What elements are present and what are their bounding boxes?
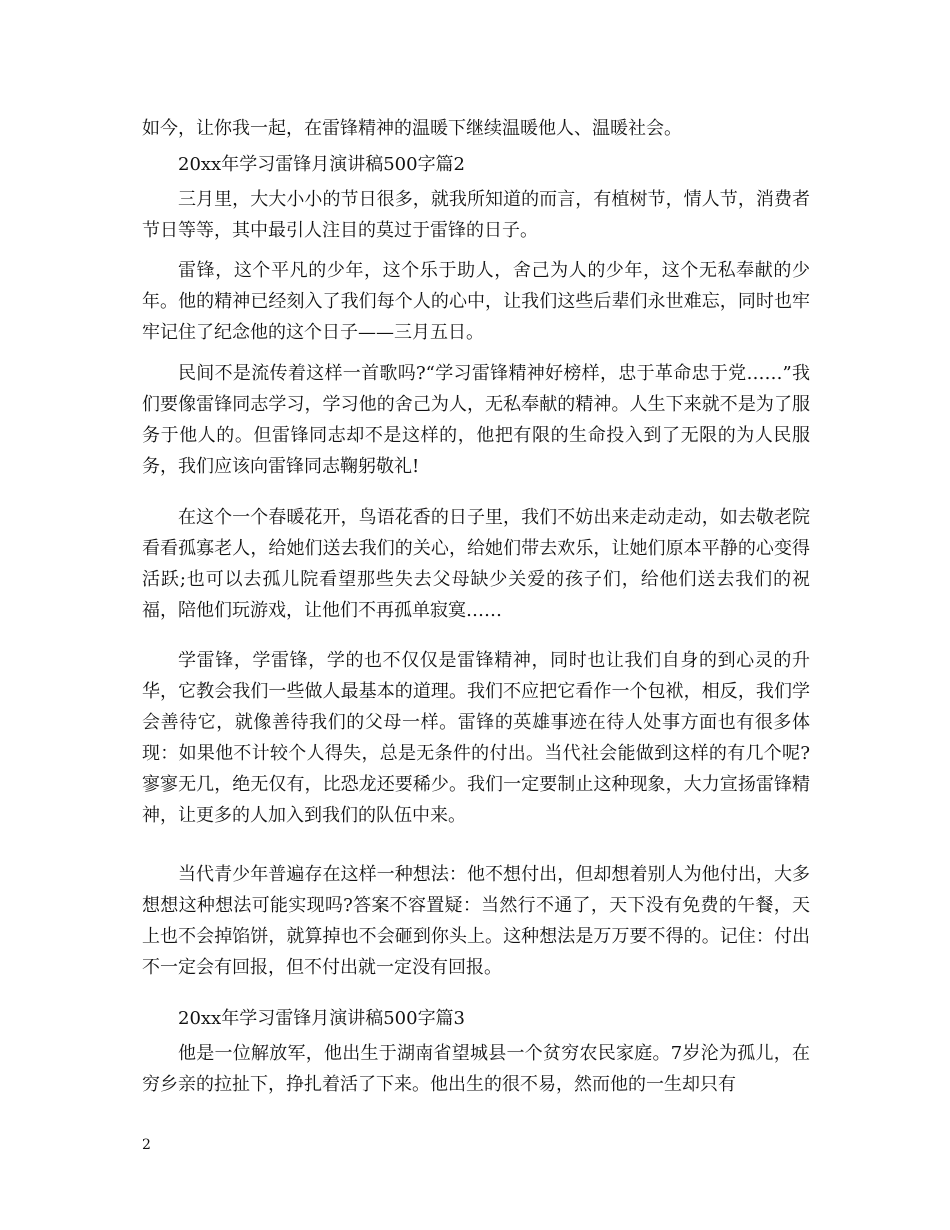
paragraph: 在这个一个春暖花开，鸟语花香的日子里，我们不妨出来走动走动，如去敬老院看看孤寡老人，给她们送去我们的关心，给她们带去欢乐，让她们原本平静的心变得活跃;也可以去孤儿院看望那些失去父母缺少关爱的孩子们，给他们送去我们的祝福，陪他们玩游戏，让他们不再孤单寂寞…… [142, 507, 810, 621]
paragraph: 三月里，大大小小的节日很多，就我所知道的而言，有植树节，情人节，消费者节日等等，其中最引人注目的莫过于雷锋的日子。 [142, 189, 810, 241]
section-heading-3: 20xx年学习雷锋月演讲稿500字篇3 [178, 1008, 466, 1029]
paragraph: 当代青少年普遍存在这样一种想法：他不想付出，但却想着别人为他付出，大多想想这种想法可能实现吗?答案不容置疑：当然行不通了，天下没有免费的午餐，天上也不会掉馅饼，就算掉也不会砸到你头上。这种想法是万万要不得的。记住：付出不一定会有回报，但不付出就一定没有回报。 [142, 864, 810, 978]
paragraph: 民间不是流传着这样一首歌吗?“学习雷锋精神好榜样，忠于革命忠于党……”我们要像雷锋同志学习，学习他的舍己为人，无私奉献的精神。人生下来就不是为了服务于他人的。但雷锋同志却不是这样的，他把有限的生命投入到了无限的为人民服务，我们应该向雷锋同志鞠躬敬礼! [142, 363, 810, 477]
page-number: 2 [142, 1137, 151, 1153]
paragraph: 他是一位解放军，他出生于湖南省望城县一个贫穷农民家庭。7岁沦为孤儿，在穷乡亲的拉扯下，挣扎着活了下来。他出生的很不易，然而他的一生却只有 [142, 1043, 810, 1095]
paragraph: 学雷锋，学雷锋，学的也不仅仅是雷锋精神，同时也让我们自身的到心灵的升华，它教会我们一些做人最基本的道理。我们不应把它看作一个包袱，相反，我们学会善待它，就像善待我们的父母一样。雷锋的英雄事迹在待人处事方面也有很多体现：如果他不计较个人得失，总是无条件的付出。当代社会能做到这样的有几个呢?寥寥无几，绝无仅有，比恐龙还要稀少。我们一定要制止这种现象，大力宣扬雷锋精神，让更多的人加入到我们的队伍中来。 [142, 650, 810, 826]
paragraph-continuation: 如今，让你我一起，在雷锋精神的温暖下继续温暖他人、温暖社会。 [142, 118, 682, 139]
section-heading-2: 20xx年学习雷锋月演讲稿500字篇2 [178, 154, 466, 175]
paragraph: 雷锋，这个平凡的少年，这个乐于助人，舍己为人的少年，这个无私奉献的少年。他的精神已经刻入了我们每个人的心中，让我们这些后辈们永世难忘，同时也牢牢记住了纪念他的这个日子——三月五日。 [142, 260, 810, 343]
